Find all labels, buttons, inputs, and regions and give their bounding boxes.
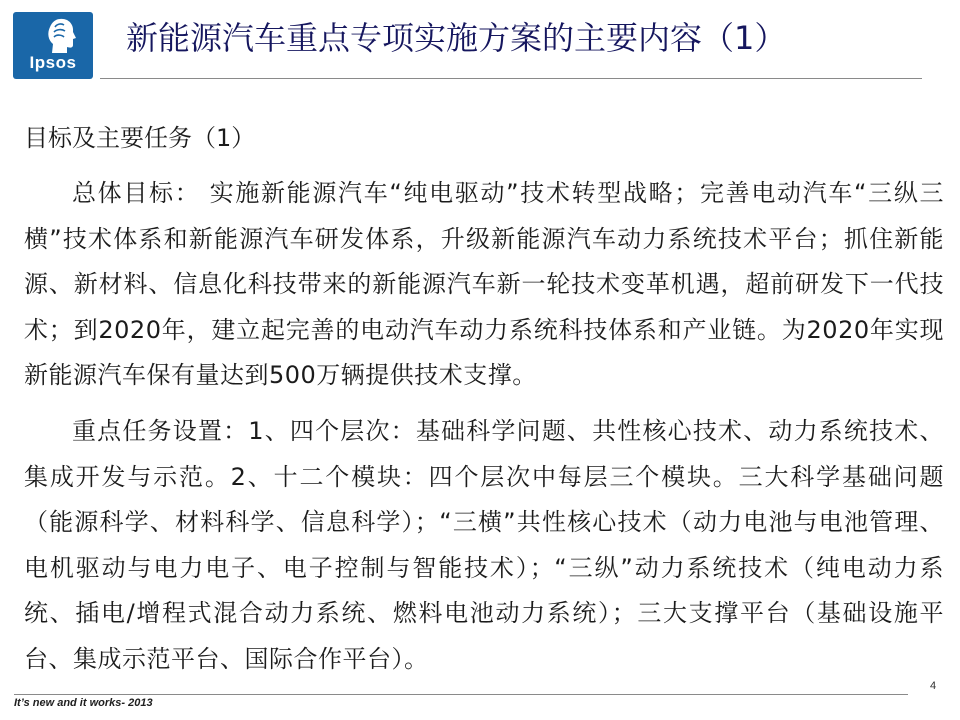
key-tasks-paragraph: 重点任务设置：1、四个层次：基础科学问题、共性核心技术、动力系统技术、集成开发与示范。2、十二个模块：四个层次中每层三个模块。三大科学基础问题（能源科学、材料科学、信息科学）；“三横”共性核心技术（动力电池与电池管理、电机驱动与电力电子、电子控制与智能技术）；“三纵”动力系统技术（纯电动力系统、插电/增程式混合动力系统、燃料电池动力系统）；三大支撑平台（基础设施平台、集成示范平台、国际合作平台）。 [24,417,944,673]
page-title: 新能源汽车重点专项实施方案的主要内容（1） [126,19,787,57]
footer-divider [14,694,908,695]
logo-wordmark: Ipsos [29,53,77,72]
overall-goal-paragraph: 总体目标： 实施新能源汽车“纯电驱动”技术转型战略；完善电动汽车“三纵三横”技术体系和新能源汽车研发体系，升级新能源汽车动力系统技术平台；抓住新能源、新材料、信息化科技带来的新能源汽车新一轮技术变革机遇，超前研发下一代技术；到2020年，建立起完善的电动汽车动力系统科技体系和产业链。为2020年实现新能源汽车保有量达到500万辆提供技术支撑。 [24,179,944,389]
page-number: 4 [930,680,937,692]
ipsos-logo [13,12,93,79]
section-heading: 目标及主要任务（1） [24,124,256,152]
title-divider [100,78,922,79]
head-profile-icon [46,17,78,55]
footer-text: It’s new and it works- 2013 [14,697,153,709]
